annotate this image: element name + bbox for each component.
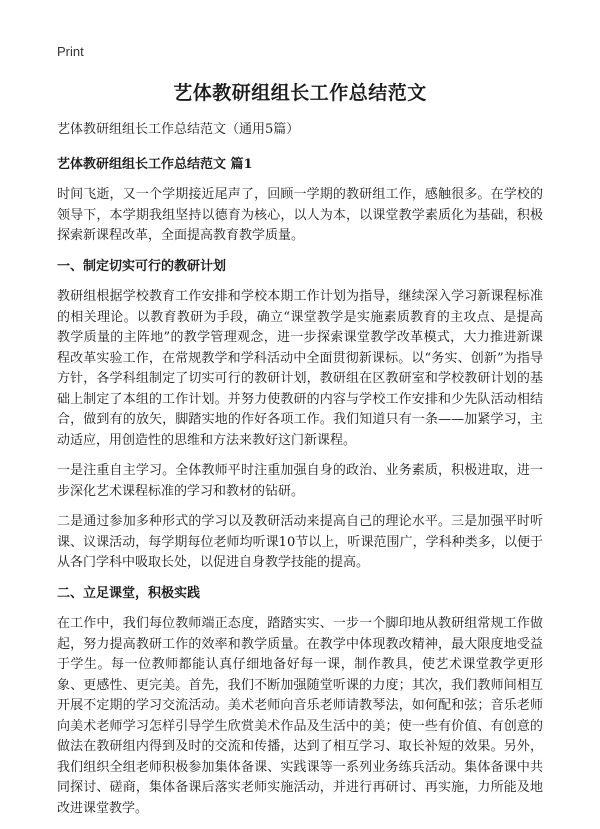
document-body <box>57 120 543 829</box>
section-heading-plan: 一、制定切实可行的教研计划 <box>57 258 227 274</box>
article-heading: 艺体教研组组长工作总结范文 篇1 <box>57 156 253 172</box>
plan-paragraph-3: 二是通过参加多种形式的学习以及教研活动来提高自己的理论水平。三是加强平时听课、议课活动，每学期每位老师均听课10节以上，听课范围广，学科种类多，以便于从各门学科中吸取长处，以促进自身教学技能的提高。 <box>57 514 543 570</box>
plan-paragraph-2: 一是注重自主学习。全体教师平时注重加强自身的政治、业务素质，积极进取，进一步深化艺术课程标准的学习和教材的钻研。 <box>57 463 543 499</box>
print-link[interactable]: Print <box>57 44 84 59</box>
plan-paragraph-1: 教研组根据学校教育工作安排和学校本期工作计划为指导，继续深入学习新课程标准的相关理论。以教育教研为手段，确立“课堂教学是实施素质教育的主攻点、是提高教学质量的主阵地”的教学管理观念，进一步探索课堂教学改革模式，大力推进新课程改革实验工作，在常规教学和学科活动中全面贯彻新课标。以“务实、创新”为指导方针，各学科组制定了切实可行的教研计划，教研组在区教研室和学校教研计划的基础上制定了本组的工作计划。并努力使教研的内容与学校工作安排和少先队活动相结合，做到有的放矢，脚踏实地的作好各项工作。我们知道只有一条——加紧学习，主动适应，用创造性的思维和方法来教好这门新课程。 <box>57 289 543 448</box>
intro-paragraph: 时间飞逝，又一个学期接近尾声了，回顾一学期的教研组工作，感触很多。在学校的领导下，本学期我组坚持以德育为核心，以人为本，以课堂教学素质化为基础，积极探索新课程改革，全面提高教育教学质量。 <box>57 187 543 243</box>
page-title: 艺体教研组组长工作总结范文 <box>173 82 427 104</box>
document-subtitle: 艺体教研组组长工作总结范文（通用5篇） <box>57 122 300 137</box>
section-heading-classroom: 二、立足课堂，积极实践 <box>57 585 201 601</box>
classroom-paragraph-1: 在工作中，我们每位教师端正态度，踏踏实实、一步一个脚印地从教研组常规工作做起，努力提高教研工作的效率和教学质量。在教学中体现教改精神，最大限度地受益于学生。每一位教师都能认真仔细地备好每一课，制作教具，使艺术课堂教学更形象、更感性、更完美。首先，我们不断加强随堂听课的力度；其次，我们教师间相互开展不定期的学习交流活动。美术老师向音乐老师请教琴法，如何配和弦；音乐老师向美术老师学习怎样引导学生欣赏美术作品及生活中的美；使一些有价值、有创意的做法在教研组内得到及时的交流和传播，达到了相互学习、取长补短的效果。另外，我们组织全组老师积极参加集体备课、实践课等一系列业务练兵活动。集体备课中共同探讨、磋商，集体备课后落实老师实施活动，并进行再研讨、再实施，力所能及地改进课堂教学。 <box>57 616 543 816</box>
